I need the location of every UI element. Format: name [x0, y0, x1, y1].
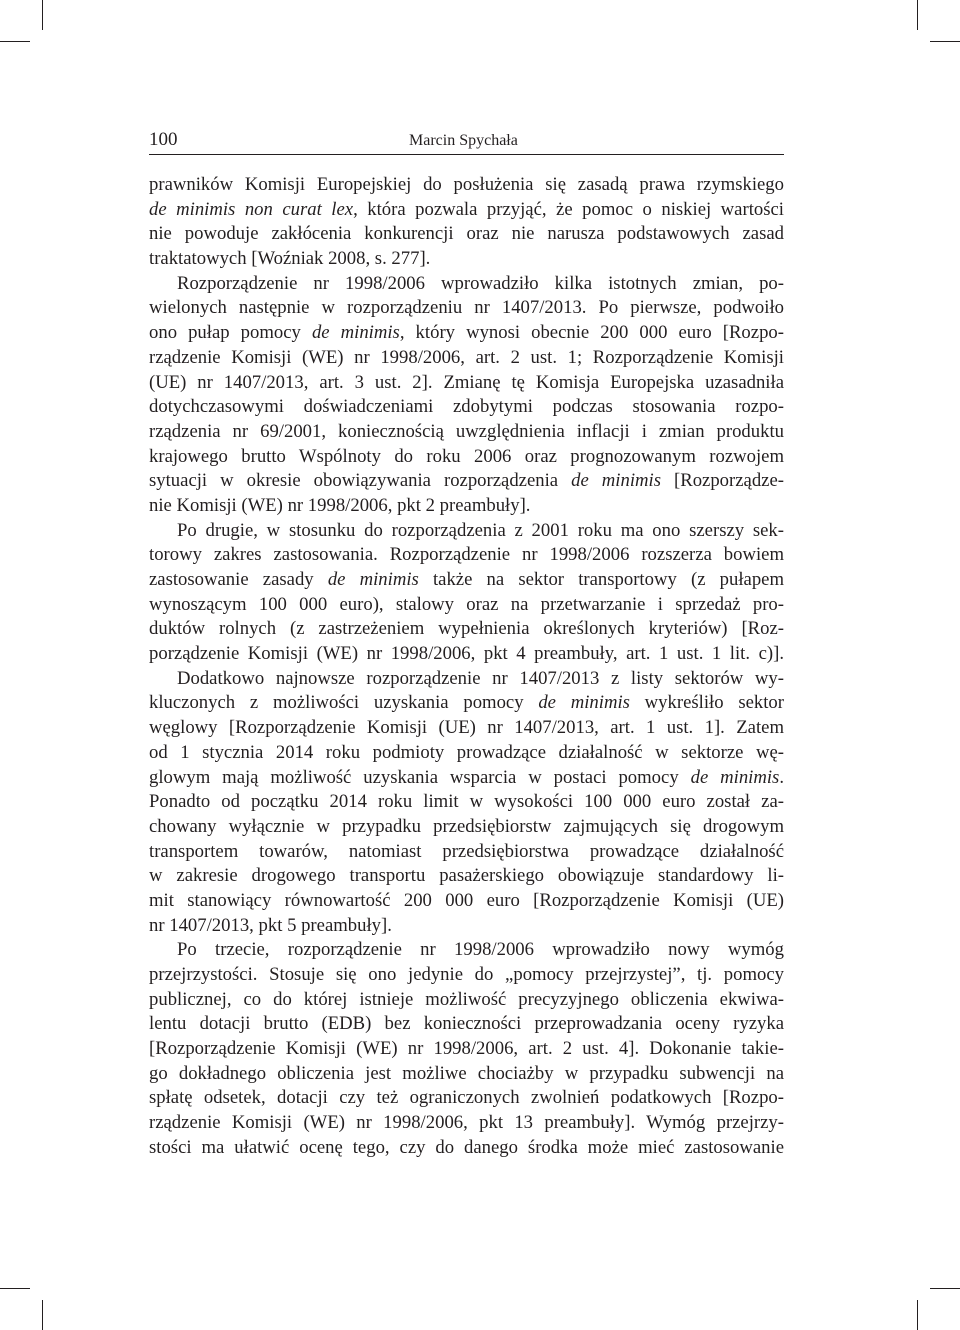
text-line: [149, 716, 784, 741]
italic-term: de minimis: [571, 470, 661, 492]
text-line: [149, 766, 784, 791]
text-line: [149, 1037, 784, 1062]
text-line: [149, 741, 784, 766]
text-segment: [Rozporządze-: [660, 470, 784, 492]
text-segment: kluczonych z możliwości uzyskania pomocy: [149, 692, 539, 714]
text-segment: lentu dotacji brutto (EDB) bez konieczności przeprowadzania oceny ryzyka: [149, 1013, 784, 1035]
text-segment: Dodatkowo najnowsze rozporządzenie nr 1407/2013 z listy sektorów wy-: [177, 667, 784, 689]
text-segment: ono pułap pomocy: [149, 322, 312, 344]
text-segment: rządzenie Komisji (WE) nr 1998/2006, art. 2 ust. 1; Rozporządzenie Komisji: [149, 346, 784, 368]
text-line: [149, 914, 784, 939]
text-segment: nie powoduje zakłócenia konkurencji oraz nie narusza podstawowych zasad: [149, 223, 784, 245]
text-segment: traktatowych [Woźniak 2008, s. 277].: [149, 248, 431, 270]
text-segment: , który wynosi obecnie 200 000 euro [Rozpo-: [399, 322, 784, 344]
text-segment: Ponadto od początku 2014 roku limit w wysokości 100 000 euro został za-: [149, 791, 784, 813]
text-segment: (UE) nr 1407/2013, art. 3 ust. 2]. Zmianę tę Komisja Europejska uzasadniła: [149, 371, 784, 393]
text-segment: stości ma ułatwić ocenę tego, czy do danego środka może mieć zastosowanie: [149, 1136, 784, 1158]
italic-term: de minimis non curat lex: [149, 198, 354, 220]
text-segment: prawników Komisji Europejskiej do posłużenia się zasadą prawa rzymskiego: [149, 174, 784, 195]
text-line: [149, 272, 784, 297]
page-header: [149, 128, 784, 155]
text-segment: .: [779, 766, 784, 788]
text-line: [149, 889, 784, 914]
text-line: [149, 1062, 784, 1087]
text-line: [149, 593, 784, 618]
text-segment: Rozporządzenie nr 1998/2006 wprowadziło kilka istotnych zmian, po-: [177, 272, 784, 294]
text-segment: chowany wyłącznie w przypadku przedsiębiorstw zajmujących się drogowym: [149, 815, 784, 837]
text-segment: glowym mają możliwość uzyskania wsparcia w postaci pomocy: [149, 766, 691, 788]
text-line: [149, 543, 784, 568]
text-segment: dotychczasowymi doświadczeniami zdobytymi podczas stosowania rozpo-: [149, 396, 784, 418]
italic-term: de minimis: [538, 692, 630, 714]
text-line: [149, 519, 784, 544]
text-line: [149, 1086, 784, 1111]
text-line: [149, 568, 784, 593]
text-segment: publicznej, co do której istnieje możliwość precyzyjnego obliczenia ekwiwa-: [149, 988, 784, 1010]
text-segment: Po drugie, w stosunku do rozporządzenia z 2001 roku ma ono szerszy sek-: [177, 519, 784, 541]
text-segment: porządzenie Komisji (WE) nr 1998/2006, pkt 4 preambuły, art. 1 ust. 1 lit. c)].: [149, 643, 784, 665]
text-segment: go dokładnego obliczenia jest możliwe chociażby w przypadku subwencji na: [149, 1062, 784, 1084]
text-line: [149, 420, 784, 445]
crop-mark: [930, 41, 960, 42]
text-line: [149, 667, 784, 692]
text-line: [149, 840, 784, 865]
text-line: [149, 321, 784, 346]
body-text: [149, 173, 784, 1161]
crop-mark: [0, 1288, 30, 1289]
text-segment: zastosowanie zasady: [149, 569, 328, 590]
text-segment: Po trzecie, rozporządzenie nr 1998/2006 wprowadziło nowy wymóg: [177, 939, 784, 961]
text-segment: mit stanowiący równowartość 200 000 euro [Rozporządzenie Komisji (UE): [149, 889, 784, 911]
text-segment: rządzenie Komisji (WE) nr 1998/2006, pkt 13 preambuły]. Wymóg przejrzy-: [149, 1112, 784, 1134]
text-line: [149, 1111, 784, 1136]
running-head-author: Marcin Spychała: [409, 132, 518, 149]
text-line: [149, 815, 784, 840]
text-segment: także na sektor transportowy (z pułapem: [418, 569, 784, 590]
text-line: [149, 1012, 784, 1037]
text-segment: od 1 stycznia 2014 roku podmioty prowadzące działalność w sektorze wę-: [149, 741, 784, 763]
text-line: [149, 691, 784, 716]
text-line: [149, 198, 784, 223]
text-segment: wielonych następnie w rozporządzeniu nr 1407/2013. Po pierwsze, podwoiło: [149, 297, 784, 319]
text-line: [149, 173, 784, 198]
page-number: 100: [149, 129, 178, 150]
text-segment: wynoszącym 100 000 euro), stalowy oraz na przetwarzanie i sprzedaż pro-: [149, 593, 784, 615]
text-line: [149, 371, 784, 396]
text-segment: nr 1407/2013, pkt 5 preambuły].: [149, 914, 392, 936]
text-line: [149, 988, 784, 1013]
text-line: [149, 864, 784, 889]
text-line: [149, 445, 784, 470]
crop-mark: [0, 41, 30, 42]
text-segment: rządzenia nr 69/2001, koniecznością uwzględnienia inflacji i zmian produktu: [149, 420, 784, 442]
text-line: [149, 296, 784, 321]
text-line: [149, 963, 784, 988]
text-line: [149, 494, 784, 519]
crop-mark: [930, 1288, 960, 1289]
text-line: [149, 469, 784, 494]
crop-mark: [42, 1300, 43, 1330]
italic-term: de minimis: [311, 322, 400, 344]
text-line: [149, 938, 784, 963]
text-line: [149, 617, 784, 642]
text-segment: torowy zakres zastosowania. Rozporządzenie nr 1998/2006 rozszerza bowiem: [149, 544, 784, 566]
text-segment: w zakresie drogowego transportu pasażerskiego obowiązuje standardowy li-: [149, 865, 784, 887]
text-segment: przejrzystości. Stosuje się ono jedynie do „pomocy przejrzystej”, tj. pomocy: [149, 964, 784, 985]
text-segment: sytuacji w okresie obowiązywania rozporządzenia: [149, 470, 572, 492]
text-line: [149, 247, 784, 272]
text-line: [149, 346, 784, 371]
text-segment: wykreśliło sektor: [629, 692, 784, 714]
text-segment: transportem towarów, natomiast przedsiębiorstwa prowadzące działalność: [149, 840, 784, 862]
crop-mark: [917, 1300, 918, 1330]
text-line: [149, 222, 784, 247]
crop-mark: [917, 0, 918, 30]
text-segment: krajowego brutto Wspólnoty do roku 2006 oraz prognozowanym rozwojem: [149, 445, 784, 467]
text-segment: duktów rolnych (z zastrzeżeniem wypełnienia określonych kryteriów) [Roz-: [149, 618, 784, 640]
text-segment: [Rozporządzenie Komisji (WE) nr 1998/2006, art. 2 ust. 4]. Dokonanie takie-: [149, 1038, 784, 1060]
text-line: [149, 790, 784, 815]
text-line: [149, 642, 784, 667]
text-segment: nie Komisji (WE) nr 1998/2006, pkt 2 preambuły].: [149, 494, 531, 516]
italic-term: de minimis: [690, 766, 780, 788]
text-segment: spłatę odsetek, dotacji czy też ograniczonych zwolnień podatkowych [Rozpo-: [149, 1087, 784, 1109]
text-line: [149, 1136, 784, 1161]
text-line: [149, 395, 784, 420]
crop-mark: [42, 0, 43, 30]
text-segment: węglowy [Rozporządzenie Komisji (UE) nr 1407/2013, art. 1 ust. 1]. Zatem: [149, 717, 784, 739]
text-segment: , która pozwala przyjąć, że pomoc o niskiej wartości: [353, 198, 784, 220]
italic-term: de minimis: [327, 569, 419, 590]
